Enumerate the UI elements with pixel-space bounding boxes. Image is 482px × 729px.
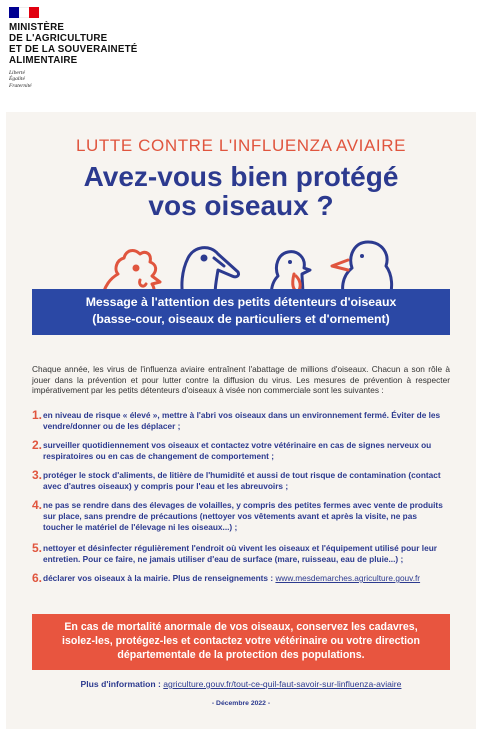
ministry-line: DE L'AGRICULTURE — [9, 33, 108, 44]
french-flag-logo — [9, 7, 39, 18]
item-text — [43, 573, 449, 584]
motto-line: Égalité — [9, 76, 25, 83]
item-text: protéger le stock d'aliments, de litière de l'humidité et aussi de tout risque de contamination (contact avec d'autres oiseaux) y compris pour l'eau et les abreuvoirs ; — [43, 470, 441, 491]
item-text: ne pas se rendre dans des élevages de volailles, y compris des petites fermes avec vente de produits sur place, sans prendre de précautions (nettoyer vos vêtements avant et après la visite, ne pas toucher le matériel de l'élevage ni les oiseaux...) ; — [43, 500, 443, 532]
item-text: nettoyer et désinfecter régulièrement l'endroit où vivent les oiseaux et l'équipement utilisé pour leur entretien. Pour ce faire, ne jamais utiliser d'eau de surface (mare, ruisseau, eau de pluie...) ; — [43, 543, 437, 564]
item-number: 4. — [32, 498, 43, 512]
alert-line: départementale de la protection des populations. — [117, 649, 365, 661]
banner-line: Message à l'attention des petits détenteurs d'oiseaux — [85, 295, 397, 309]
poster-title — [6, 162, 476, 220]
more-info — [6, 679, 476, 689]
ministry-name — [9, 22, 138, 66]
page-header — [0, 0, 482, 112]
ministry-line: ALIMENTAIRE — [9, 55, 78, 66]
item-number: 6. — [32, 571, 43, 585]
mesdemarches-link[interactable]: www.mesdemarches.agriculture.gouv.fr — [275, 573, 421, 583]
item-text: surveiller quotidiennement vos oiseaux et contactez votre vétérinaire en cas de signes nerveux ou respiratoires ou en cas de changement de comportement ; — [43, 440, 432, 461]
intro-paragraph: Chaque année, les virus de l'influenza aviaire entraînent l'abattage de millions d'oiseaux. Chacun a son rôle à jouer dans la prévention et pour lutter contre la diffusion du virus. Les mesures de prévention à respecter impérativement par les petits détenteurs d'oiseaux à visée non commerciale sont les suivantes : — [32, 364, 450, 395]
ministry-line: ET DE LA SOUVERAINETÉ — [9, 44, 138, 55]
alert-box — [32, 614, 450, 670]
message-banner — [32, 289, 450, 335]
alert-line: En cas de mortalité anormale de vos oiseaux, conservez les cadavres, — [64, 621, 418, 633]
poster — [6, 112, 476, 729]
item-number: 5. — [32, 541, 43, 555]
republic-motto — [9, 70, 32, 89]
motto-line: Liberté — [9, 70, 25, 76]
alert-line: isolez-les, protégez-les et contactez votre vétérinaire ou votre direction — [62, 635, 420, 647]
item-number: 1. — [32, 408, 43, 422]
item-text-label: déclarer vos oiseaux à la mairie. Plus de renseignements : — [43, 573, 274, 583]
banner-line: (basse-cour, oiseaux de particuliers et d'ornement) — [92, 312, 390, 326]
motto-line: Fraternité — [9, 82, 32, 89]
ministry-line: MINISTÈRE — [9, 22, 65, 33]
title-line: vos oiseaux ? — [148, 190, 334, 221]
more-info-link[interactable]: agriculture.gouv.fr/tout-ce-quil-faut-savoir-sur-linfluenza-aviaire — [163, 679, 402, 689]
item-number: 3. — [32, 468, 43, 482]
more-info-label: Plus d'information : — [80, 679, 161, 689]
item-number: 2. — [32, 438, 43, 452]
poster-date: - Décembre 2022 - — [211, 700, 271, 707]
poster-supertitle: LUTTE CONTRE L'INFLUENZA AVIAIRE — [75, 136, 407, 155]
item-text: en niveau de risque « élevé », mettre à l'abri vos oiseaux dans un environnement fermé. Éviter de les vendre/donner ou de les déplacer ; — [43, 410, 441, 431]
title-line: Avez-vous bien protégé — [83, 161, 399, 192]
